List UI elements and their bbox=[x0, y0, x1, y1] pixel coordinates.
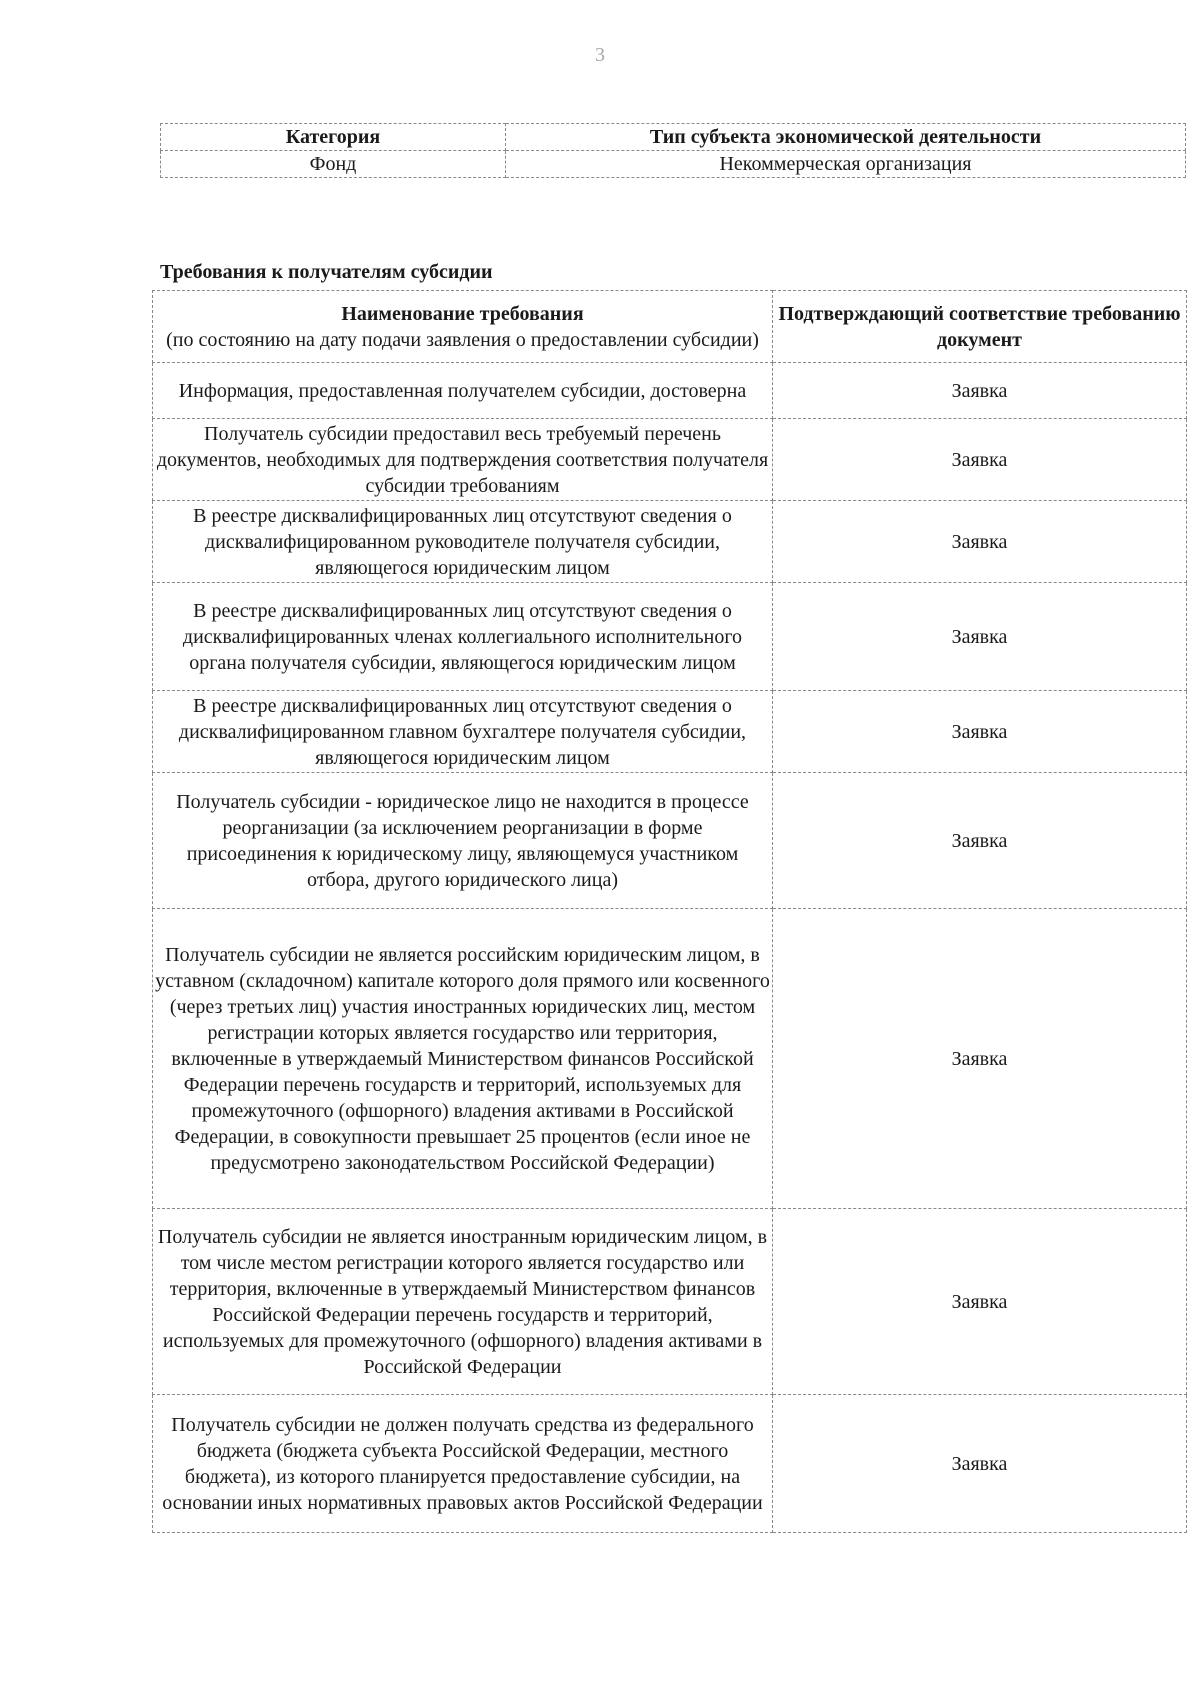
entity-type-cell: Некоммерческая организация bbox=[506, 151, 1186, 178]
table-row bbox=[153, 691, 1187, 773]
table-row bbox=[153, 501, 1187, 583]
document-cell: Заявка bbox=[773, 583, 1187, 691]
table-row bbox=[153, 363, 1187, 419]
category-cell: Фонд bbox=[161, 151, 506, 178]
document-cell: Заявка bbox=[773, 363, 1187, 419]
document-cell: Заявка bbox=[773, 1209, 1187, 1395]
table-row bbox=[153, 419, 1187, 501]
table-row bbox=[153, 909, 1187, 1209]
document-cell: Заявка bbox=[773, 909, 1187, 1209]
document-cell: Заявка bbox=[773, 419, 1187, 501]
requirement-text: В реестре дисквалифицированных лиц отсутствуют сведения о дисквалифицированном руководителе получателя субсидии, являющегося юридическим лицом bbox=[153, 501, 773, 583]
requirement-text: Получатель субсидии - юридическое лицо не находится в процессе реорганизации (за исключением реорганизации в форме присоединения к юридическому лицу, являющемуся участником отбора, другого юридического лица) bbox=[153, 773, 773, 909]
section-title: Требования к получателям субсидии bbox=[160, 261, 493, 283]
requirement-name-header-note: (по состоянию на дату подачи заявления о предоставлении субсидии) bbox=[166, 328, 759, 351]
category-table bbox=[160, 123, 1186, 178]
table-row bbox=[153, 1209, 1187, 1395]
table-row bbox=[153, 583, 1187, 691]
requirements-table bbox=[152, 290, 1187, 1533]
requirement-name-header bbox=[153, 291, 773, 363]
table-row bbox=[153, 1395, 1187, 1533]
category-table-header-row bbox=[161, 124, 1186, 151]
category-column-header: Категория bbox=[161, 124, 506, 151]
requirement-text: В реестре дисквалифицированных лиц отсутствуют сведения о дисквалифицированном главном бухгалтере получателя субсидии, являющегося юридическим лицом bbox=[153, 691, 773, 773]
requirement-text: Получатель субсидии не является иностранным юридическим лицом, в том числе местом регистрации которого является государство или территория, включенные в утверждаемый Министерством финансов Российской Федерации перечень государств и территорий, используемых для промежуточного (офшорного) владения активами в Российской Федерации bbox=[153, 1209, 773, 1395]
requirements-header-row bbox=[153, 291, 1187, 363]
document-cell: Заявка bbox=[773, 773, 1187, 909]
table-row bbox=[153, 773, 1187, 909]
requirement-text: Получатель субсидии не является российским юридическим лицом, в уставном (складочном) капитале которого доля прямого или косвенного (через третьих лиц) участия иностранных юридических лиц, местом регистрации которых является государство или территория, включенные в утверждаемый Министерством финансов Российской Федерации перечень государств и территорий, используемых для промежуточного (офшорного) владения активами в Российской Федерации, в совокупности превышает 25 процентов (если иное не предусмотрено законодательством Российской Федерации) bbox=[153, 909, 773, 1209]
entity-type-column-header: Тип субъекта экономической деятельности bbox=[506, 124, 1186, 151]
requirement-text: Получатель субсидии не должен получать средства из федерального бюджета (бюджета субъекта Российской Федерации, местного бюджета), из которого планируется предоставление субсидии, на основании иных нормативных правовых актов Российской Федерации bbox=[153, 1395, 773, 1533]
document-cell: Заявка bbox=[773, 501, 1187, 583]
page-number: 3 bbox=[595, 44, 605, 66]
document-column-header: Подтверждающий соответствие требованию документ bbox=[773, 291, 1187, 363]
requirement-text: В реестре дисквалифицированных лиц отсутствуют сведения о дисквалифицированных членах коллегиального исполнительного органа получателя субсидии, являющегося юридическим лицом bbox=[153, 583, 773, 691]
table-row bbox=[161, 151, 1186, 178]
requirement-text: Информация, предоставленная получателем субсидии, достоверна bbox=[153, 363, 773, 419]
document-cell: Заявка bbox=[773, 1395, 1187, 1533]
requirement-text: Получатель субсидии предоставил весь требуемый перечень документов, необходимых для подтверждения соответствия получателя субсидии требованиям bbox=[153, 419, 773, 501]
document-cell: Заявка bbox=[773, 691, 1187, 773]
requirement-name-header-title: Наименование требования bbox=[341, 302, 584, 325]
